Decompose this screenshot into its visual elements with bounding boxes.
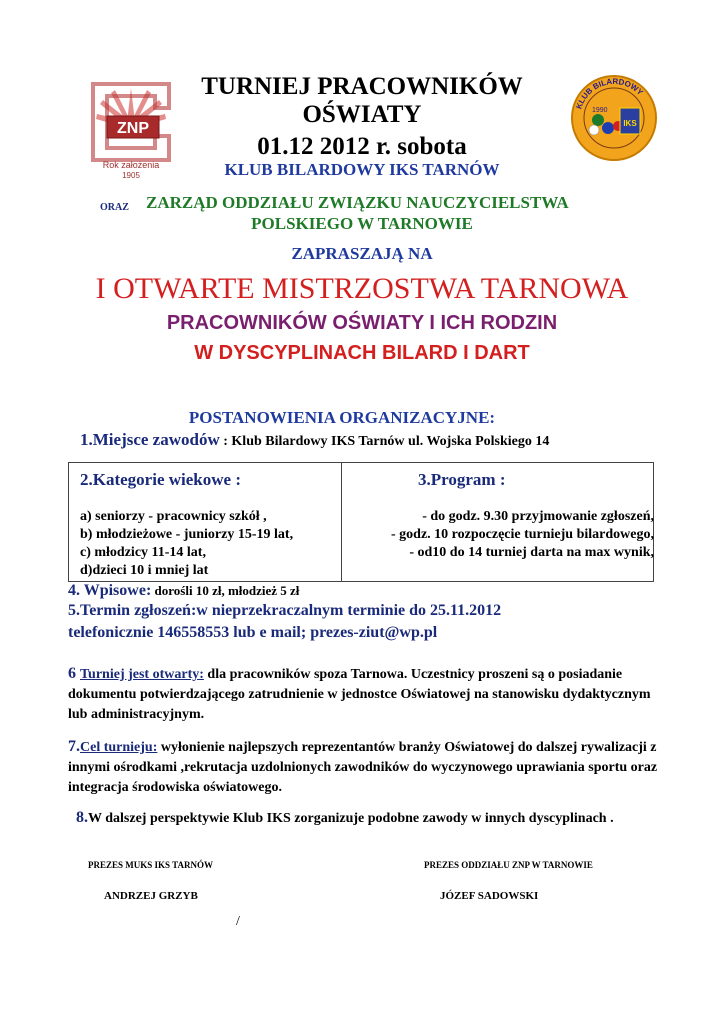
deadline-row bbox=[68, 602, 501, 620]
fee-value: dorośli 10 zł, młodzież 5 zł bbox=[151, 583, 300, 598]
categories-heading: 2.Kategorie wiekowe : bbox=[80, 470, 241, 489]
board-name-line2: POLSKIEGO W TARNOWIE bbox=[251, 214, 473, 233]
invite-text: ZAPRASZAJĄ NA bbox=[291, 244, 433, 263]
paragraph-7: 7.Cel turnieju: wyłonienie najlepszych reprezentantów branży Oświatowej do dalszej rywalizacji z innymi ośrodkami ,rekrutacja uzdolnionych zawodników do wyczynowego uprawiania sportu oraz integracja środowiska oświatowego. bbox=[68, 738, 658, 795]
signature-left-name: ANDRZEJ GRZYB bbox=[104, 890, 198, 902]
oraz-label: ORAZ bbox=[100, 202, 129, 213]
list-item: - od10 do 14 turniej darta na max wynik, bbox=[409, 545, 654, 560]
iks-logo bbox=[570, 74, 658, 162]
paragraph-6-label: Turniej jest otwarty: bbox=[80, 667, 204, 682]
club-name: KLUB BILARDOWY IKS TARNÓW bbox=[224, 160, 500, 179]
paragraph-7-label: Cel turnieju: bbox=[80, 740, 158, 755]
program-heading: 3.Program : bbox=[418, 470, 506, 489]
main-title: I OTWARTE MISTRZOSTWA TARNOWA bbox=[95, 272, 629, 305]
svg-text:1905: 1905 bbox=[122, 171, 140, 180]
sub-title-1: PRACOWNIKÓW OŚWIATY I ICH RODZIN bbox=[166, 312, 558, 334]
page-title-line2: OŚWIATY bbox=[302, 101, 422, 128]
board-name-line1: ZARZĄD ODDZIAŁU ZWIĄZKU NAUCZYCIELSTWA bbox=[146, 193, 569, 212]
signature-mark: / bbox=[236, 914, 240, 929]
place-value: Klub Bilardowy IKS Tarnów ul. Wojska Polskiego 14 bbox=[231, 434, 550, 449]
page-title-line1: TURNIEJ PRACOWNIKÓW bbox=[201, 73, 523, 100]
rules-heading: POSTANOWIENIA ORGANIZACYJNE: bbox=[188, 408, 496, 427]
signature-right-title: PREZES ODDZIAŁU ZNP W TARNOWIE bbox=[424, 860, 593, 870]
svg-text:Rok założenia: Rok założenia bbox=[102, 160, 160, 170]
fee-row bbox=[68, 582, 299, 600]
deadline-label: 5.Termin zgłoszeń: bbox=[68, 602, 197, 619]
signature-right-name: JÓZEF SADOWSKI bbox=[440, 890, 539, 902]
paragraph-8: 8.W dalszej perspektywie Klub IKS zorganizuje podobne zawody w innych dyscyplinach . bbox=[76, 809, 614, 826]
list-item: b) młodzieżowe - juniorzy 15-19 lat, bbox=[80, 527, 294, 542]
list-item: c) młodzicy 11-14 lat, bbox=[80, 545, 206, 560]
table-divider bbox=[341, 463, 342, 581]
svg-text:1990: 1990 bbox=[592, 107, 608, 114]
iks-logo-text: IKS bbox=[623, 119, 637, 128]
svg-text:KLUB BILARDOWY: KLUB BILARDOWY bbox=[574, 76, 645, 111]
list-item: a) seniorzy - pracownicy szkół , bbox=[80, 509, 267, 524]
deadline-contact: telefonicznie 146558553 lub e mail; prezes-ziut@wp.pl bbox=[68, 624, 438, 641]
list-item: - do godz. 9.30 przyjmowanie zgłoszeń, bbox=[422, 509, 654, 524]
program-list bbox=[344, 508, 654, 562]
place-label: 1.Miejsce zawodów bbox=[80, 430, 220, 449]
znp-logo-text: ZNP bbox=[117, 120, 149, 137]
list-item: d)dzieci 10 i mniej lat bbox=[80, 563, 209, 578]
fee-label: 4. Wpisowe: bbox=[68, 582, 152, 599]
signature-left-title: PREZES MUKS IKS TARNÓW bbox=[88, 860, 213, 870]
deadline-value: w nieprzekraczalnym terminie do 25.11.2012 bbox=[196, 602, 502, 619]
paragraph-6: 6 Turniej jest otwarty: dla pracowników spoza Tarnowa. Uczestnicy proszeni są o posiadanie dokumentu potwierdzającego zatrudnienie w jednostce Oświatowej na stanowisku dydaktycznym lub administracyjnym. bbox=[68, 665, 651, 722]
event-date: 01.12 2012 r. sobota bbox=[257, 133, 467, 160]
list-item: - godz. 10 rozpoczęcie turnieju bilardowego, bbox=[391, 527, 654, 542]
categories-list bbox=[80, 508, 293, 580]
place-row: 1.Miejsce zawodów : Klub Bilardowy IKS Tarnów ul. Wojska Polskiego 14 bbox=[80, 430, 550, 449]
sub-title-2: W DYSCYPLINACH BILARD I DART bbox=[194, 342, 530, 364]
